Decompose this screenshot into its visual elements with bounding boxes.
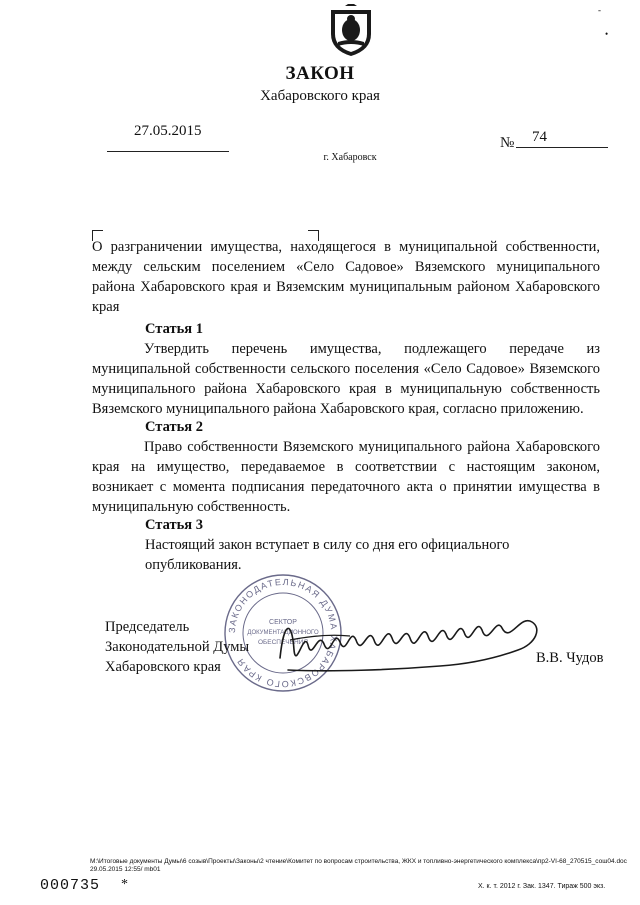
law-subject: О разграничении имущества, находящегося в муниципальной собственности, между сельским поселением «Село Садовое» Вяземского муниципального района Хабаровского края и Вяземским муниципальным районом Хабаровского края	[92, 239, 600, 315]
number-sign: №	[500, 135, 515, 151]
article-3-title: Статья 3	[145, 517, 203, 533]
stamp-inner-line-2: ДОКУМЕНТАЦИОННОГО	[247, 630, 319, 636]
handwritten-signature	[270, 600, 560, 680]
signatory-name: В.В. Чудов	[536, 650, 604, 666]
document-date: 27.05.2015	[134, 123, 202, 139]
signatory-position-line-1: Председатель	[105, 619, 190, 635]
footer-file-path: M:\Итоговые документы Думы\6 созыв\Проекты\Законы\2 чтение\Комитет по вопросам строительства, ЖКХ и топливно-энергетического комплекса\пр2-VI-68_270515_сош04.doc 29.05.2015 12:55/ mb01	[90, 858, 627, 873]
stamp-inner-line-1: СЕКТОР	[269, 619, 297, 626]
article-1-text: Утвердить перечень имущества, подлежащего передаче из муниципальной собственности сельского поселения «Село Садовое» Вяземского муниципального района Хабаровского края в муниципальную собственность Вяземского муниципального района Хабаровского края, согласно приложению.	[92, 341, 600, 417]
article-2-title: Статья 2	[145, 419, 203, 435]
registration-asterisk: *	[121, 877, 128, 892]
region-subtitle: Хабаровского края	[260, 88, 380, 104]
registration-number: 000735	[40, 877, 101, 894]
signatory-position-line-3: Хабаровского края	[105, 659, 221, 675]
print-info: Х. к. т. 2012 г. Зак. 1347. Тираж 500 экз.	[478, 883, 606, 890]
article-2-text: Право собственности Вяземского муниципального района Хабаровского края на имущество, передаваемое в соответствии с настоящим законом, возникает с момента подписания передаточного акта о принятии имущества в муниципальную собственность.	[92, 439, 600, 515]
stamp-ring-text: ЗАКОНОДАТЕЛЬНАЯ ДУМА ХАБАРОВСКОГО КРАЯ	[226, 576, 340, 690]
scan-mark-2: •	[605, 29, 609, 39]
article-3-text: Настоящий закон вступает в силу со дня его официального опубликования.	[145, 537, 510, 573]
coat-of-arms-icon	[327, 4, 375, 58]
document-type-title: ЗАКОН	[285, 63, 355, 84]
scan-mark-1: -	[598, 5, 601, 15]
city-name: г. Хабаровск	[323, 152, 377, 163]
article-1-title: Статья 1	[145, 321, 203, 337]
signatory-position-line-2: Законодательной Думы	[105, 639, 250, 655]
document-number: 74	[532, 129, 547, 145]
signatory-position	[105, 617, 249, 677]
number-underline	[516, 147, 608, 148]
stamp-inner-line-3: ОБЕСПЕЧЕНИЯ	[257, 639, 309, 646]
